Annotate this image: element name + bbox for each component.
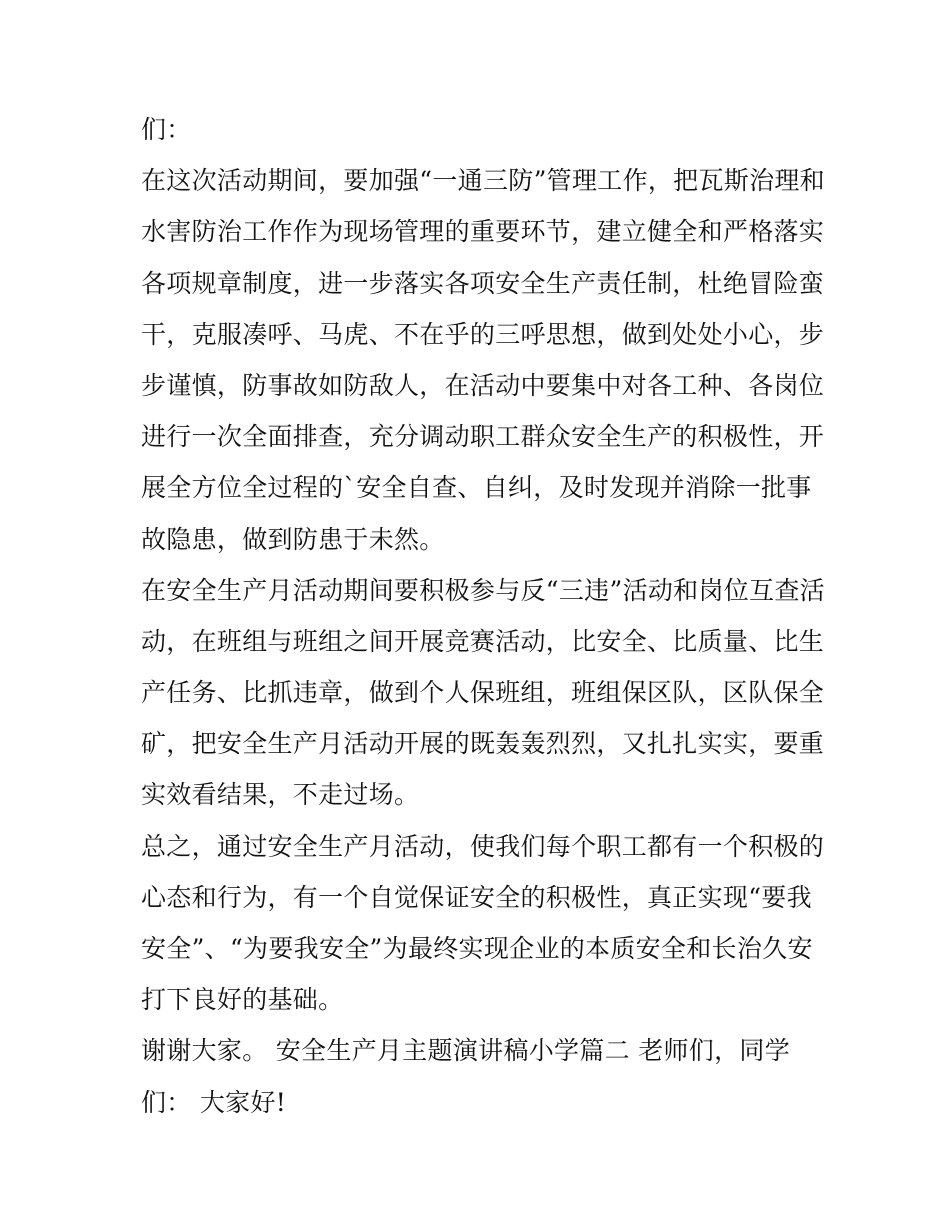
text-line: 打下良好的基础。 <box>141 985 344 1015</box>
text-line: 干，克服凑呼、马虎、不在乎的三呼思想，做到处处小心，步 <box>141 319 825 349</box>
text-line: 心态和行为，有一个自觉保证安全的积极性，真正实现“要我 <box>141 882 812 912</box>
text-line: 安全”、“为要我安全”为最终实现企业的本质安全和长治久安 <box>141 934 813 963</box>
text-line: 们： <box>141 115 192 144</box>
text-line: 谢谢大家。 安全生产月主题演讲稿小学篇二 老师们，同学 <box>141 1036 790 1066</box>
text-line: 实效看结果，不走过场。 <box>141 780 420 810</box>
text-line: 矿，把安全生产月活动开展的既轰轰烈烈，又扎扎实实，要重 <box>141 729 825 759</box>
text-line: 在安全生产月活动期间要积极参与反“三违”活动和岗位互查活 <box>141 575 825 605</box>
document-body <box>141 104 831 1128</box>
text-line: 各项规章制度，进一步落实各项安全生产责任制，杜绝冒险蛮 <box>141 268 825 298</box>
text-line: 在这次活动期间，要加强“一通三防”管理工作，把瓦斯治理和 <box>141 166 825 196</box>
text-line: 进行一次全面排查，充分调动职工群众安全生产的积极性，开 <box>141 422 825 452</box>
text-line: 产任务、比抓违章，做到个人保班组，班组保区队，区队保全 <box>141 678 825 708</box>
text-line: 动，在班组与班组之间开展竞赛活动，比安全、比质量、比生 <box>141 626 825 656</box>
text-line: 总之，通过安全生产月活动，使我们每个职工都有一个积极的 <box>141 831 825 861</box>
text-line: 故隐患，做到防患于未然。 <box>141 524 445 554</box>
text-line: 展全方位全过程的`安全自查、自纠，及时发现并消除一批事 <box>141 473 812 503</box>
text-line: 步谨慎，防事故如防敌人，在活动中要集中对各工种、各岗位 <box>141 370 825 400</box>
text-line: 水害防治工作作为现场管理的重要环节，建立健全和严格落实 <box>141 217 825 247</box>
text-line: 们： 大家好! <box>141 1087 287 1117</box>
